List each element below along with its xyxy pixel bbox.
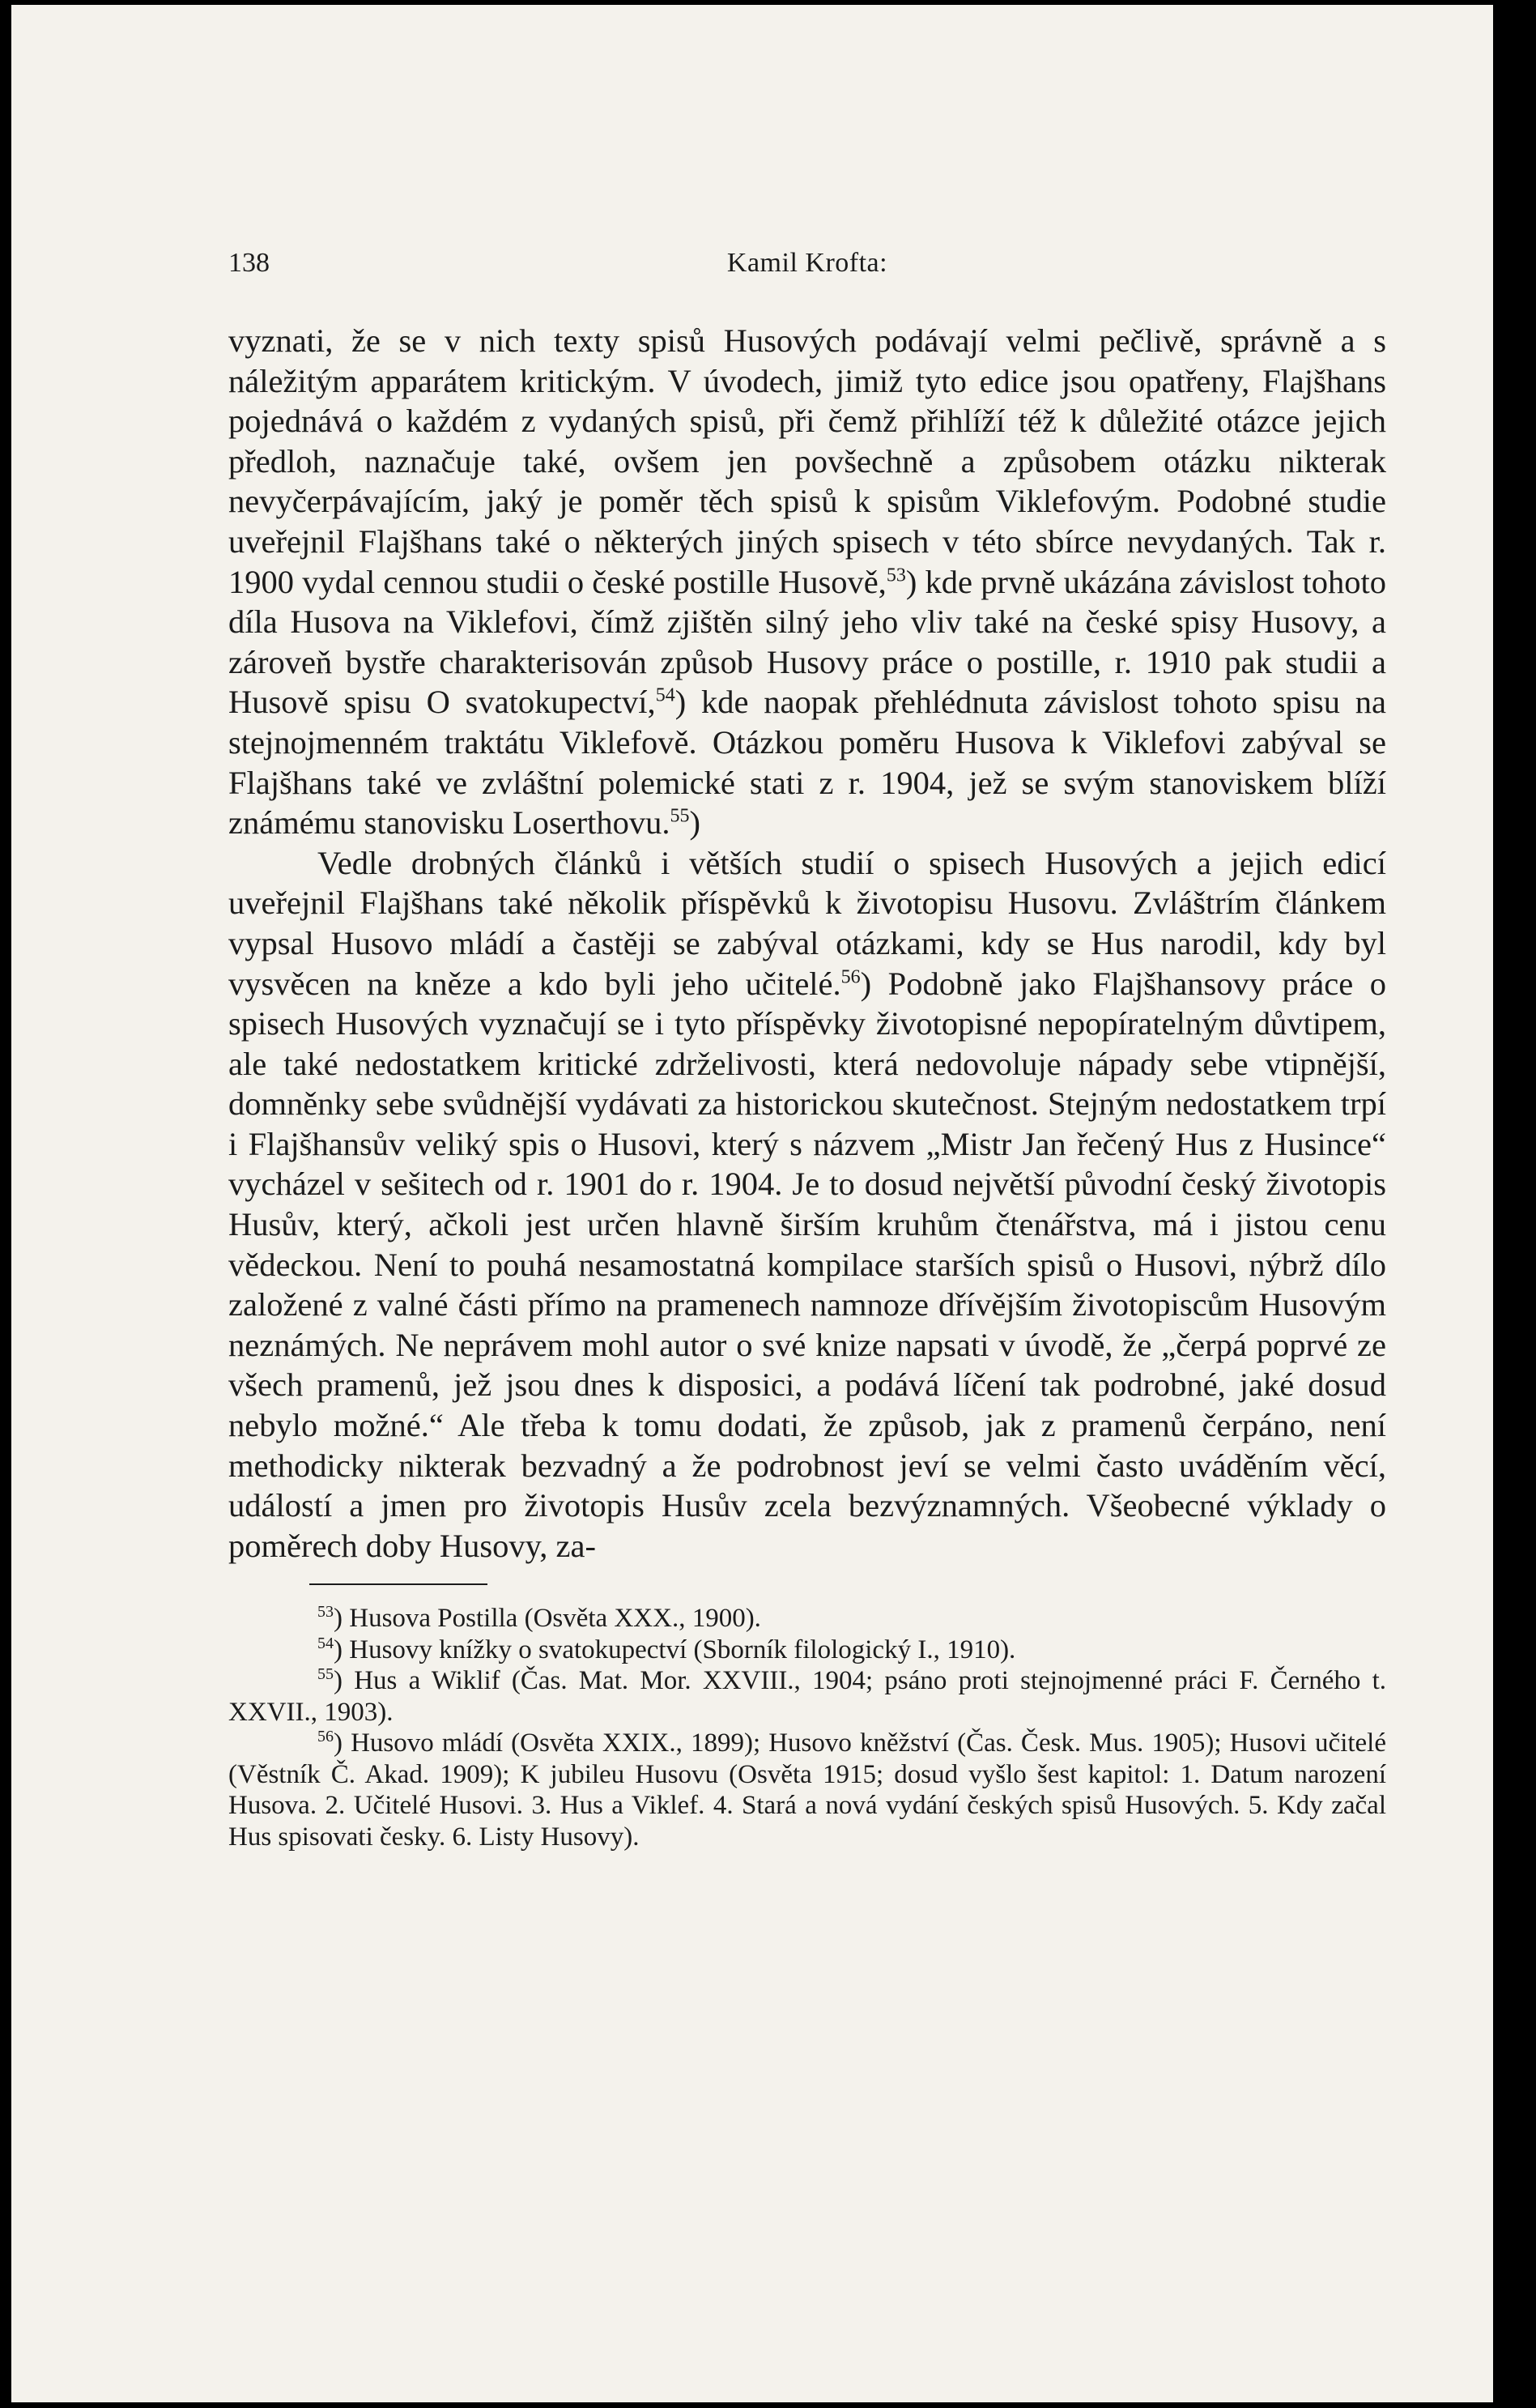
- footnote-55: [228, 1665, 1386, 1728]
- paragraph-1-text-d: ): [689, 804, 701, 842]
- footnote-mark: 55: [317, 1665, 334, 1684]
- body-text: [228, 321, 1386, 1566]
- running-head: [228, 248, 1386, 296]
- footnote-reference-55: 55: [670, 805, 690, 827]
- footnote-53: [228, 1603, 1386, 1634]
- paragraph-1-text-a: vyznati, že se v nich texty spisů Husových podávají velmi pečlivě, správně a s náležitým apparátem kritickým. V úvodech, jimiž tyto edice jsou opatřeny, Flajšhans pojednává o každém z vydaných spisů, při čemž přihlíží též k důležité otázce jejich předloh, naznačuje také, ovšem jen povšechně a způsobem otázku nikterak nevyčerpávajícím, jaký je poměr těch spisů k spisům Viklefovým. Podobné studie uveřejnil Flajšhans také o některých jiných spisech v této sbírce nevydaných. Tak r. 1900 vydal cennou studii o české postille Husově,: [228, 322, 1386, 600]
- page-content: [228, 248, 1386, 1852]
- footnote-reference-54: 54: [655, 684, 675, 706]
- scanned-page: [11, 5, 1493, 2402]
- footnote-56: [228, 1728, 1386, 1852]
- paragraph-1-text-c: ) kde naopak přehlédnuta závislost tohoto spisu na stejnojmenném traktátu Viklefově. Otázkou poměru Husova k Viklefovi zabýval se Flajšhans také ve zvláštní polemické stati z r. 1904, jež se svým stanoviskem blíží známému stanovisku Loserthovu.: [228, 684, 1386, 842]
- footnote-54: [228, 1634, 1386, 1666]
- paragraph-1: [228, 321, 1386, 843]
- footnote-mark: 56: [317, 1728, 334, 1746]
- paragraph-2-text-b: ) Podobně jako Flajšhansovy práce o spisech Husových vyznačují se i tyto příspěvky životopisné nepopíratelným důvtipem, ale také nedostatkem kritické zdrželivosti, která nedovoluje nápady sebe vtipnější, domněnky sebe svůdnější vydávati za historickou skutečnost. Stejným nedostatkem trpí i Flajšhansův veliký spis o Husovi, který s názvem „Mistr Jan řečený Hus z Husince“ vycházel v sešitech od r. 1901 do r. 1904. Je to dosud největší původní český životopis Husův, který, ačkoli jest určen hlavně širším kruhům čtenářstva, má i jistou cenu vědeckou. Není to pouhá nesamostatná kompilace starších spisů o Husovi, nýbrž dílo založené z valné části přímo na pramenech namnoze dřívějším životopiscům Husovým neznámých. Ne neprávem mohl autor o své knize napsati v úvodě, že „čerpá poprvé ze všech pramenů, jež jsou dnes k disposici, a podává líčení tak podrobné, jaké dosud nebylo možné.“ Ale třeba k tomu dodati, že způsob, jak z pramenů čerpáno, není methodicky nikterak bezvadný a že podrobnost jeví se velmi často uváděním věcí, událostí a jmen pro životopis Husův zcela bezvýznamných. Všeobecné výklady o poměrech doby Husovy, za-: [228, 965, 1386, 1564]
- paragraph-1-text-b: ) kde prvně ukázána závislost tohoto díla Husova na Viklefovi, čímž zjištěn silný jeho vliv také na české spisy Husovy, a zároveň bystře charakterisován způsob Husovy práce o postille, r. 1910 pak studii a Husově spisu O svatokupectví,: [228, 563, 1386, 721]
- paragraph-2: [228, 843, 1386, 1566]
- footnote-divider: [309, 1583, 487, 1585]
- footnote-text: ) Husovy knížky o svatokupectví (Sborník filologický I., 1910).: [334, 1634, 1016, 1664]
- footnote-text: ) Hus a Wiklif (Čas. Mat. Mor. XXVIII., 1904; psáno proti stejnojmenné práci F. Černého t. XXVII., 1903).: [228, 1666, 1386, 1727]
- footnote-mark: 53: [317, 1603, 334, 1622]
- running-title: Kamil Krofta:: [726, 248, 888, 278]
- footnote-reference-56: 56: [840, 966, 861, 987]
- footnote-text: ) Husova Postilla (Osvěta XXX., 1900).: [334, 1604, 761, 1634]
- page-number: 138: [228, 248, 270, 278]
- paragraph-2-text-a: Vedle drobných článků i větších studií o spisech Husových a jejich edicí uveřejnil Flajšhans také několik příspěvků k životopisu Husovu. Zvláštrím článkem vypsal Husovo mládí a častěji se zabýval otázkami, kdy se Hus narodil, kdy byl vysvěcen na kněze a kdo byli jeho učitelé.: [228, 844, 1386, 1002]
- footnote-text: ) Husovo mládí (Osvěta XXIX., 1899); Husovo kněžství (Čas. Česk. Mus. 1905); Husovi učitelé (Věstník Č. Akad. 1909); K jubileu Husovu (Osvěta 1915; dosud vyšlo šest kapitol: 1. Datum narození Husova. 2. Učitelé Husovi. 3. Hus a Viklef. 4. Stará a nová vydání českých spisů Husových. 5. Kdy začal Hus spisovati česky. 6. Listy Husovy).: [228, 1728, 1386, 1852]
- footnote-mark: 54: [317, 1634, 334, 1652]
- footnotes: [228, 1603, 1386, 1852]
- footnote-reference-53: 53: [886, 565, 906, 586]
